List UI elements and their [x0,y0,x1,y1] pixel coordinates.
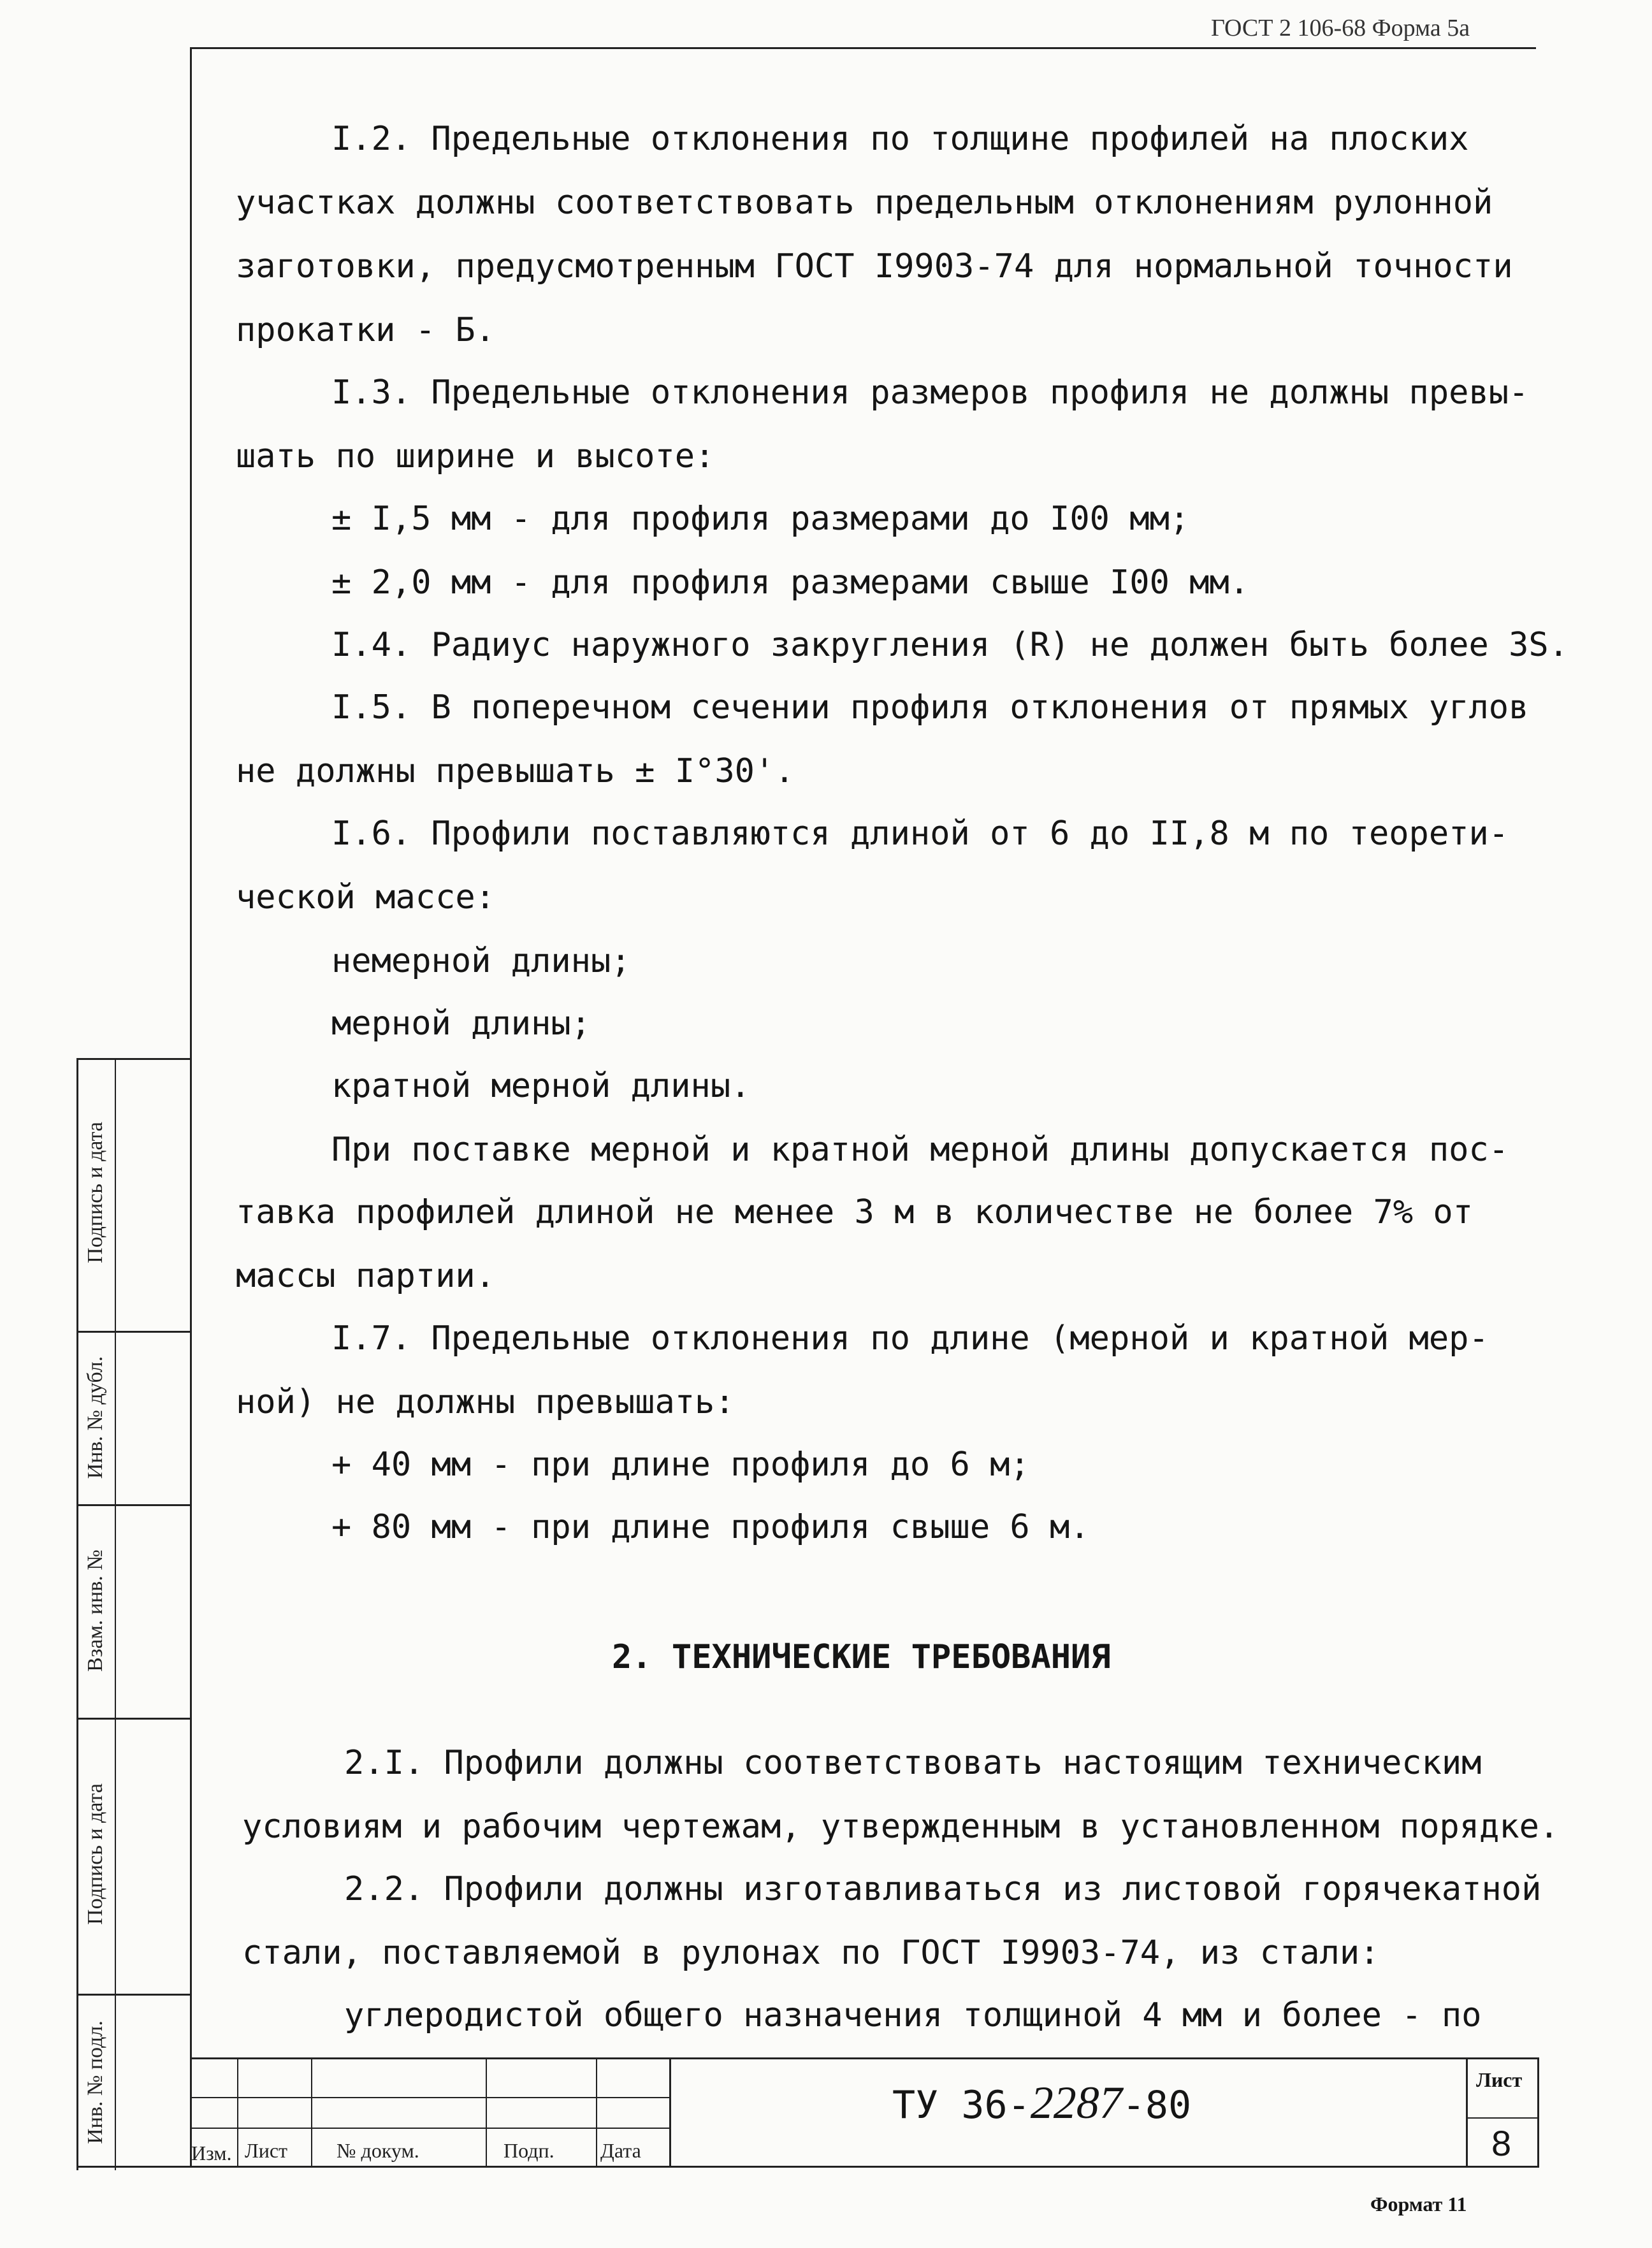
stamp-row-rule [1466,2117,1539,2119]
body-line: При поставке мерной и кратной мерной длины допускается пос- [331,1131,1509,1169]
body-line: ной) не должны превышать: [236,1383,735,1421]
body-line: условиям и рабочим чертежам, утвержденным в установленном порядке. [242,1808,1560,1846]
designation-suffix: -80 [1122,2083,1192,2128]
margin-row-rule [76,1331,191,1333]
stamp-col-doc: № докум. [337,2139,419,2162]
body-line: участках должны соответствовать предельным отклонениям рулонной [236,184,1493,222]
document-designation [892,2077,1191,2129]
body-line: I.3. Предельные отклонения размеров профиля не должны превы- [331,373,1529,412]
stamp-row-rule [191,2128,669,2129]
body-line: ± I,5 мм - для профиля размерами до I00 мм; [331,500,1190,538]
stamp-col-rule [237,2057,238,2166]
body-line: I.2. Предельные отклонения по толщине профилей на плоских [331,120,1469,158]
body-line: I.7. Предельные отклонения по длине (мерной и кратной мер- [331,1319,1489,1358]
format-label: Формат 11 [1370,2193,1467,2215]
margin-label-inv-podl: Инв. № подл. [83,2020,107,2144]
body-line: тавка профилей длиной не менее 3 м в количестве не более 7% от [236,1193,1474,1231]
body-line: не должны превышать ± I°30'. [236,752,795,790]
body-line: I.5. В поперечном сечении профиля отклонения от прямых углов [331,688,1529,727]
frame-left-border [190,47,192,2166]
body-line: ± 2,0 мм - для профиля размерами свыше I00 мм. [331,563,1250,602]
header-rule [191,47,1536,49]
stamp-top-rule [191,2057,1539,2059]
body-line: стали, поставляемой в рулонах по ГОСТ I9903-74, из стали: [242,1934,1380,1972]
sheet-number: 8 [1491,2123,1512,2163]
margin-label-inv-dubl: Инв. № дубл. [83,1356,107,1479]
body-line: I.4. Радиус наружного закругления (R) не должен быть более 3S. [331,626,1569,664]
stamp-col-rule [1537,2057,1539,2166]
body-line: I.6. Профили поставляются длиной от 6 до II,8 м по теорети- [331,815,1509,853]
stamp-col-rule [596,2057,597,2166]
body-line: ческой массе: [236,878,495,917]
stamp-bottom-rule [76,2166,1539,2168]
sheet-label: Лист [1476,2068,1523,2091]
body-line: углеродистой общего назначения толщиной 4 мм и более - по [344,1996,1482,2034]
body-line: + 40 мм - при длине профиля до 6 м; [331,1446,1030,1484]
body-line: + 80 мм - при длине профиля свыше 6 м. [331,1508,1090,1546]
body-line: 2.2. Профили должны изготавливаться из листовой горячекатной [344,1870,1542,1908]
margin-column-outer-border [76,1058,78,2170]
body-line: мерной длины; [331,1004,591,1043]
section-heading: 2. ТЕХНИЧЕСКИЕ ТРЕБОВАНИЯ [612,1638,1111,1676]
body-line: шать по ширине и высоте: [236,437,715,475]
body-line: массы партии. [236,1257,495,1295]
stamp-col-rule [311,2057,312,2166]
stamp-col-rule [669,2057,671,2166]
body-line: кратной мерной длины. [331,1067,751,1105]
body-line: 2.I. Профили должны соответствовать настоящим техническим [344,1744,1482,1782]
body-line: прокатки - Б. [236,311,495,349]
body-line: немерной длины; [331,942,631,980]
margin-row-rule [76,1994,191,1996]
form-header-label: ГОСТ 2 106-68 Форма 5а [1211,15,1470,41]
stamp-col-rule [1466,2057,1468,2166]
stamp-col-date: Дата [600,2139,641,2162]
margin-label-sign-date: Подпись и дата [83,1783,107,1925]
stamp-col-sign: Подп. [504,2139,554,2162]
stamp-col-rule [486,2057,487,2166]
stamp-row-rule [191,2097,669,2098]
margin-row-rule [76,1504,191,1506]
margin-label-vzam-inv: Взам. инв. № [83,1549,107,1672]
designation-prefix: ТУ 36- [892,2083,1031,2128]
body-line: заготовки, предусмотренным ГОСТ I9903-74 для нормальной точности [236,247,1513,286]
stamp-col-izm: Изм. [191,2142,232,2165]
margin-column-divider [115,1058,116,2170]
margin-row-rule [76,1718,191,1720]
stamp-col-list: Лист [245,2139,288,2162]
designation-handwritten-number: 2287 [1030,2077,1122,2128]
margin-column-top-rule [76,1058,191,1060]
margin-label-sign-date: Подпись и дата [83,1122,107,1263]
